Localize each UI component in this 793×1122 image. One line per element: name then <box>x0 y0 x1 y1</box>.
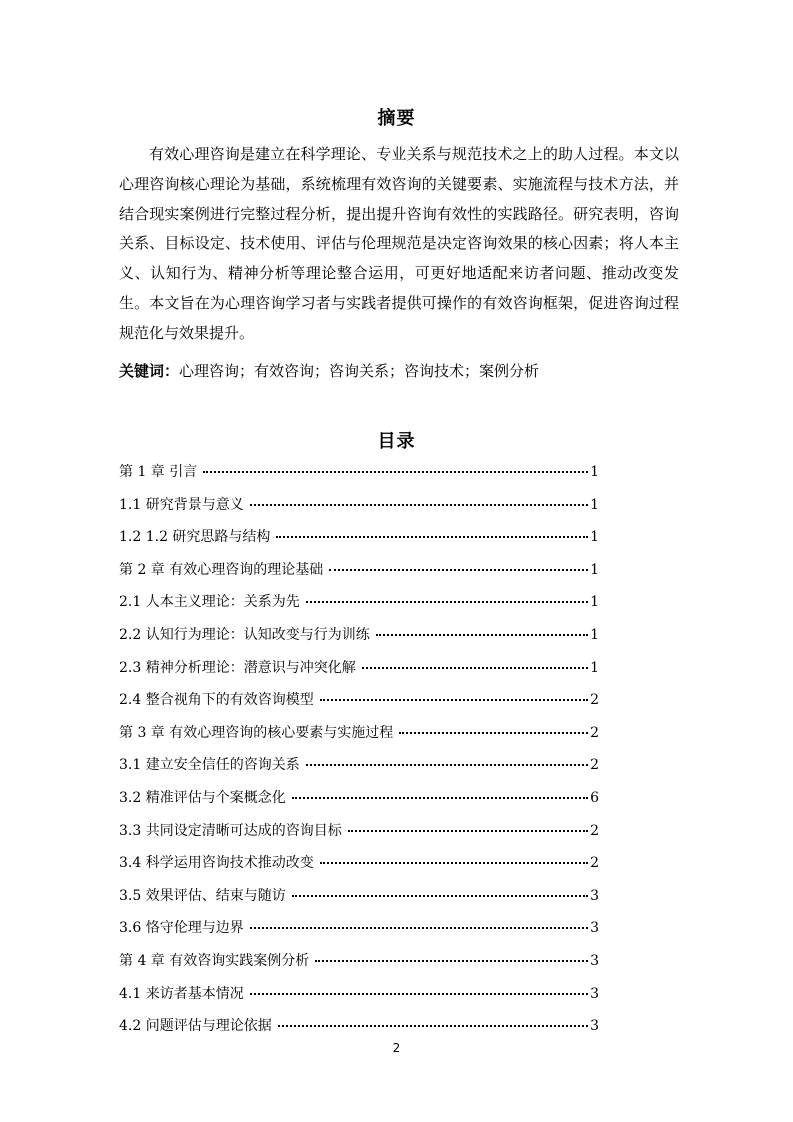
toc-entry-page: 1 <box>590 464 599 480</box>
toc-title: 目录 <box>377 431 416 452</box>
toc-dot-leader <box>292 797 588 799</box>
toc-entry[interactable] <box>119 787 599 820</box>
toc-entry-page: 3 <box>590 887 599 904</box>
toc-entry-title: 第 2 章 有效心理咨询的理论基础 <box>119 561 324 578</box>
toc-dot-leader <box>292 895 588 897</box>
toc-entry[interactable] <box>119 722 599 755</box>
toc-dot-leader <box>320 699 588 701</box>
toc-entry-page: 1 <box>590 529 599 546</box>
abstract-title: 摘要 <box>377 108 416 129</box>
toc-dot-leader <box>306 601 588 603</box>
toc-entry-title: 第 1 章 引言 <box>119 464 198 480</box>
toc-dot-leader <box>320 862 588 864</box>
toc-entry-title: 3.3 共同设定清晰可达成的咨询目标 <box>119 822 342 839</box>
toc-entry[interactable] <box>119 852 599 885</box>
toc-dot-leader <box>306 764 588 766</box>
toc-entry-page: 6 <box>590 789 599 806</box>
toc-entry-title: 2.4 整合视角下的有效咨询模型 <box>119 692 314 709</box>
toc-dot-leader <box>250 993 588 995</box>
toc-entry-title: 第 3 章 有效心理咨询的核心要素与实施过程 <box>119 724 394 741</box>
toc-dot-leader <box>376 634 588 636</box>
toc-entry[interactable] <box>119 591 599 624</box>
toc-entry-title: 3.6 恪守伦理与边界 <box>119 920 244 937</box>
toc-entry[interactable] <box>119 657 599 690</box>
toc-entry-title: 2.1 人本主义理论：关系为先 <box>119 594 300 611</box>
keywords-list: 心理咨询；有效咨询；咨询关系；咨询技术；案例分析 <box>179 362 540 380</box>
toc-dot-leader <box>315 960 588 962</box>
toc-entry-title: 第 4 章 有效咨询实践案例分析 <box>119 952 310 969</box>
toc-entry-page: 3 <box>590 952 599 969</box>
toc-dot-leader <box>250 927 588 929</box>
toc-entry[interactable] <box>119 917 599 950</box>
toc-entry[interactable] <box>119 754 599 787</box>
toc-dot-leader <box>203 471 588 473</box>
toc-dot-leader <box>278 1025 588 1027</box>
toc-entry-page: 1 <box>590 659 599 676</box>
keywords-label: 关键词： <box>119 362 180 380</box>
toc-entry-page: 1 <box>590 626 599 643</box>
toc-entry-page: 1 <box>590 561 599 578</box>
toc-entry-title: 4.2 问题评估与理论依据 <box>119 1018 272 1035</box>
toc-entry-page: 3 <box>590 985 599 1002</box>
toc-dot-leader <box>348 830 588 832</box>
table-of-contents <box>119 461 599 1048</box>
toc-dot-leader <box>399 732 588 734</box>
abstract-body: 有效心理咨询是建立在科学理论、专业关系与规范技术之上的助人过程。本文以心理咨询核心理论为基础，系统梳理有效咨询的关键要素、实施流程与技术方法，并结合现实案例进行完整过程分析，提出提升咨询有效性的实践路径。研究表明，咨询关系、目标设定、技术使用、评估与伦理规范是决定咨询效果的核心因素；将人本主义、认知行为、精神分析等理论整合运用，可更好地适配来访者问题、推动改变发生。本文旨在为心理咨询学习者与实践者提供可操作的有效咨询框架，促进咨询过程规范化与效果提升。 <box>119 145 679 342</box>
toc-entry[interactable] <box>119 526 599 559</box>
toc-entry-title: 2.3 精神分析理论：潜意识与冲突化解 <box>119 659 356 676</box>
toc-entry-title: 1.2 1.2 研究思路与结构 <box>119 529 271 546</box>
toc-entry[interactable] <box>119 885 599 918</box>
toc-entry-title: 2.2 认知行为理论：认知改变与行为训练 <box>119 626 370 643</box>
toc-entry-page: 3 <box>590 1018 599 1035</box>
toc-entry-page: 2 <box>590 757 599 774</box>
toc-entry[interactable] <box>119 559 599 592</box>
toc-entry-title: 1.1 研究背景与意义 <box>119 496 244 513</box>
toc-entry[interactable] <box>119 983 599 1016</box>
toc-entry[interactable] <box>119 689 599 722</box>
toc-entry-title: 3.2 精准评估与个案概念化 <box>119 789 286 806</box>
toc-entry-page: 2 <box>590 724 599 741</box>
toc-entry[interactable] <box>119 820 599 853</box>
toc-entry-page: 1 <box>590 496 599 513</box>
toc-dot-leader <box>276 536 588 538</box>
toc-dot-leader <box>362 667 588 669</box>
toc-entry-page: 2 <box>590 822 599 839</box>
page-number: 2 <box>392 1041 401 1055</box>
toc-entry[interactable] <box>119 950 599 983</box>
toc-entry[interactable] <box>119 461 599 494</box>
toc-entry-page: 2 <box>590 692 599 709</box>
keywords-line <box>119 357 539 386</box>
toc-entry-page: 1 <box>590 594 599 611</box>
toc-entry[interactable] <box>119 494 599 527</box>
toc-entry-title: 3.1 建立安全信任的咨询关系 <box>119 757 300 774</box>
toc-entry[interactable] <box>119 624 599 657</box>
toc-entry-title: 3.4 科学运用咨询技术推动改变 <box>119 855 314 872</box>
toc-entry-title: 3.5 效果评估、结束与随访 <box>119 887 286 904</box>
toc-entry-title: 4.1 来访者基本情况 <box>119 985 244 1002</box>
toc-entry-page: 3 <box>590 920 599 937</box>
toc-dot-leader <box>250 504 588 506</box>
toc-dot-leader <box>329 569 588 571</box>
toc-entry-page: 2 <box>590 855 599 872</box>
